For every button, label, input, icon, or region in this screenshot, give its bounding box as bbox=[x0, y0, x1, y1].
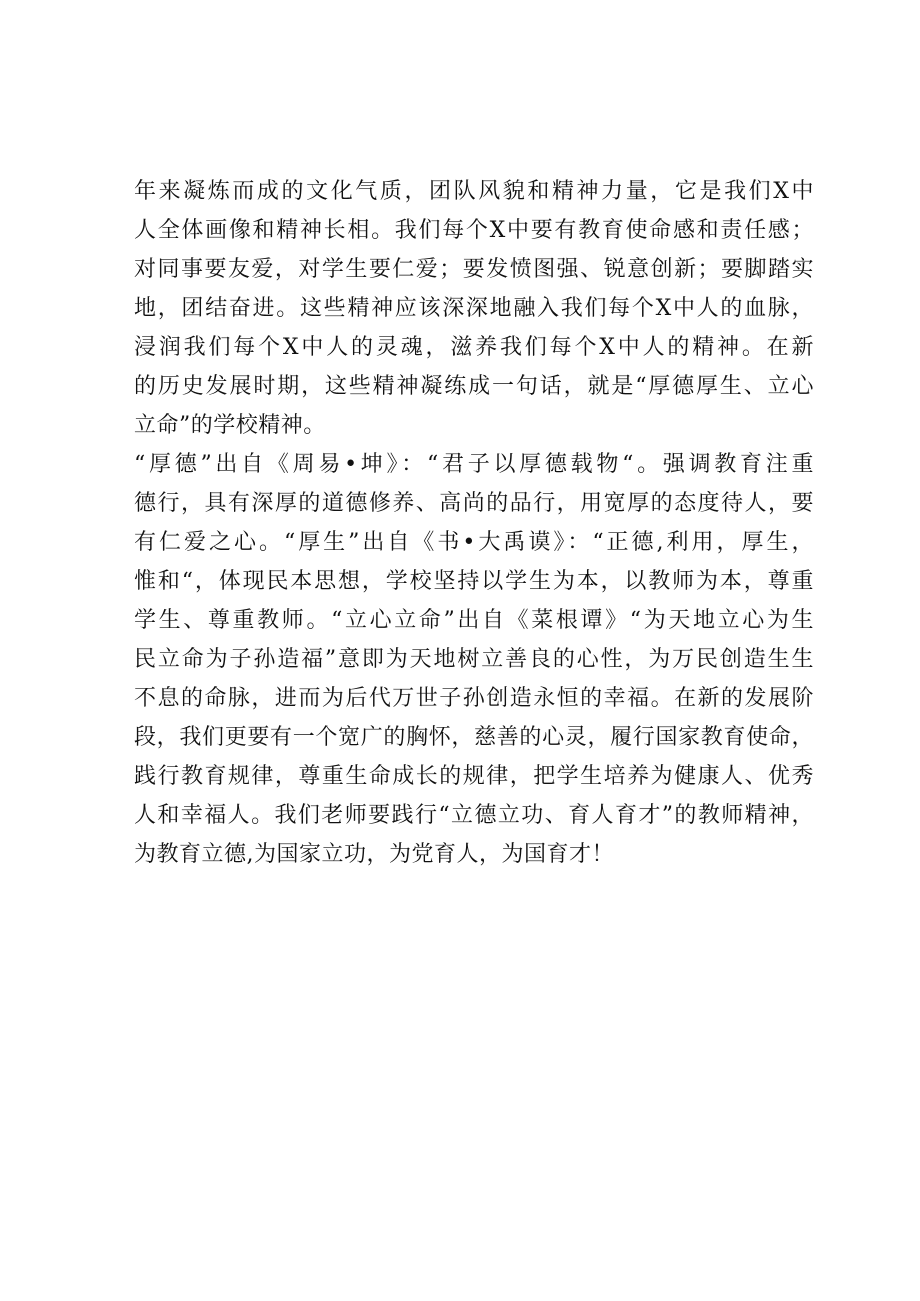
text-line: 惟和“，体现民本思想，学校坚持以学生为本，以教师为本，尊重 bbox=[134, 569, 814, 594]
text-line: 浸润我们每个X中人的灵魂，滋养我们每个X中人的精神。在新 bbox=[134, 335, 814, 360]
paragraph-1 bbox=[134, 172, 814, 445]
paragraph-2 bbox=[134, 445, 814, 874]
text-line: 德行，具有深厚的道德修养、高尚的品行，用宽厚的态度待人，要 bbox=[134, 491, 814, 516]
text-line: 立命”的学校精神。 bbox=[134, 413, 326, 438]
text-line: 为教育立德,为国家立功，为党育人，为国育才！ bbox=[134, 842, 614, 867]
text-line: 有仁爱之心。“厚生”出自《书•大禹谟》：“正德,利用，厚生， bbox=[134, 530, 814, 555]
text-line: 对同事要友爱，对学生要仁爱；要发愤图强、锐意创新；要脚踏实 bbox=[134, 257, 814, 282]
text-line: 段，我们更要有一个宽广的胸怀，慈善的心灵，履行国家教育使命， bbox=[134, 725, 814, 750]
text-line: “厚德”出自《周易•坤》：“君子以厚德载物“。强调教育注重 bbox=[134, 452, 814, 477]
text-line: 不息的命脉，进而为后代万世子孙创造永恒的幸福。在新的发展阶 bbox=[134, 686, 814, 711]
text-line: 地，团结奋进。这些精神应该深深地融入我们每个X中人的血脉， bbox=[134, 296, 814, 321]
text-line: 人全体画像和精神长相。我们每个X中要有教育使命感和责任感； bbox=[134, 218, 814, 243]
text-line: 民立命为子孙造福”意即为天地树立善良的心性，为万民创造生生 bbox=[134, 647, 814, 672]
document-body bbox=[134, 172, 814, 874]
text-line: 学生、尊重教师。“立心立命”出自《菜根谭》“为天地立心为生 bbox=[134, 608, 814, 633]
text-line: 的历史发展时期，这些精神凝练成一句话，就是“厚德厚生、立心 bbox=[134, 374, 814, 399]
text-line: 践行教育规律，尊重生命成长的规律，把学生培养为健康人、优秀 bbox=[134, 764, 814, 789]
text-line: 年来凝炼而成的文化气质，团队风貌和精神力量，它是我们X中 bbox=[134, 179, 814, 204]
text-line: 人和幸福人。我们老师要践行“立德立功、育人育才”的教师精神， bbox=[134, 803, 814, 828]
